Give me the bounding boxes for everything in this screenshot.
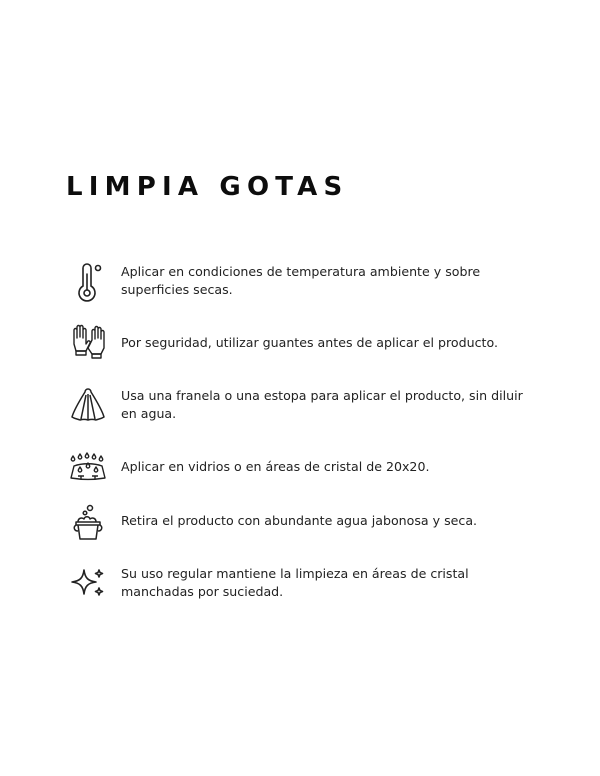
page-title: LIMPIA GOTAS (66, 172, 349, 202)
instruction-text: Aplicar en condiciones de temperatura ambiente y sobre superficies secas. (121, 264, 481, 297)
instruction-item-temperature (66, 262, 536, 310)
gloves-icon (68, 322, 108, 362)
cloth-icon (68, 386, 108, 426)
instruction-item-bucket (66, 503, 536, 551)
instruction-item-cloth (66, 386, 536, 434)
instruction-text: Usa una franela o una estopa para aplicar el producto, sin diluir en agua. (121, 388, 523, 421)
instruction-text: Retira el producto con abundante agua jabonosa y seca. (121, 513, 478, 528)
sparkle-icon (68, 564, 108, 604)
instruction-item-glass (66, 448, 536, 496)
thermometer-icon (68, 262, 108, 302)
instruction-text: Aplicar en vidrios o en áreas de cristal de 20x20. (121, 459, 430, 474)
water-drops-windshield-icon (68, 448, 108, 488)
instruction-item-sparkle (66, 564, 536, 612)
instruction-text: Por seguridad, utilizar guantes antes de aplicar el producto. (121, 335, 498, 350)
instruction-text: Su uso regular mantiene la limpieza en áreas de cristal manchadas por suciedad. (121, 566, 469, 599)
soap-bucket-icon (68, 503, 108, 543)
instruction-item-gloves (66, 322, 536, 370)
